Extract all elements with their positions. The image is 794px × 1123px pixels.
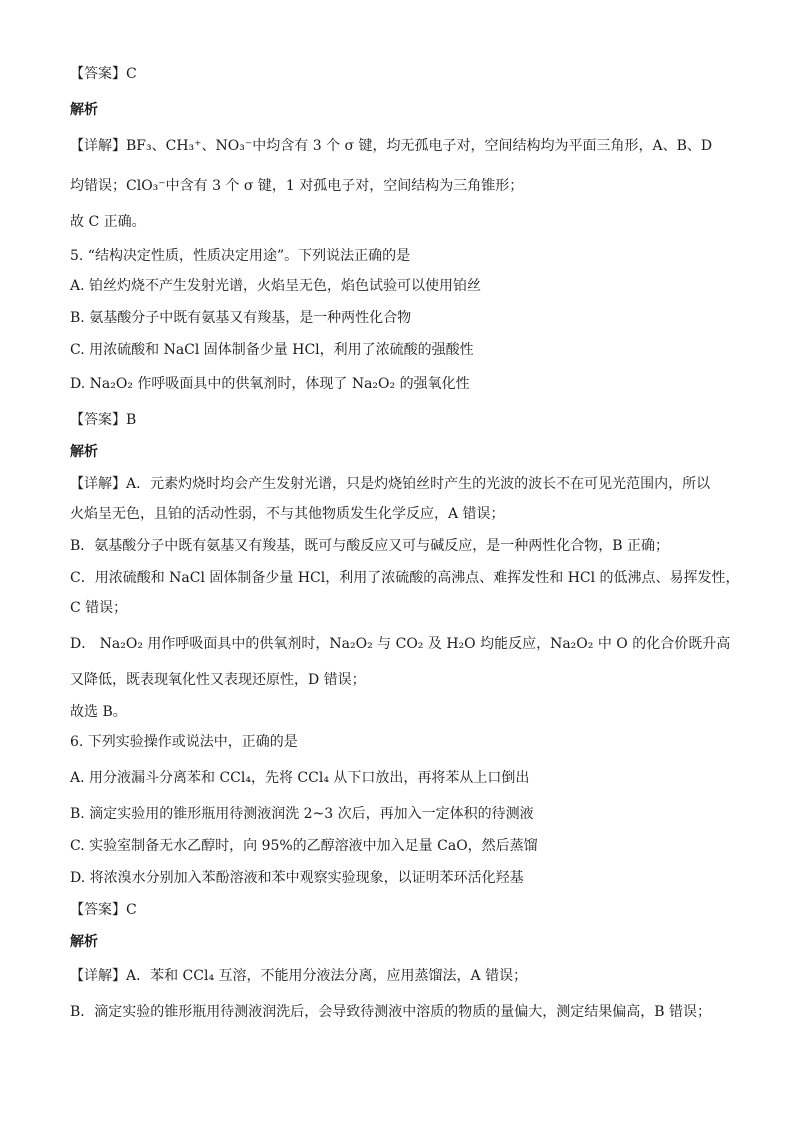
option-line: D. Na₂O₂ 作呼吸面具中的供氧剂时，体现了 Na₂O₂ 的强氧化性	[70, 376, 470, 392]
detail-line: B．氨基酸分子中既有氨基又有羧基，既可与酸反应又可与碱反应，是一种两性化合物，B 正确；	[70, 538, 670, 554]
option-line: B. 滴定实验用的锥形瓶用待测液润洗 2~3 次后，再加入一定体积的待测液	[70, 806, 534, 822]
detail-line: 【详解】BF₃、CH₃⁺、NO₃⁻中均含有 3 个 σ 键，均无孤电子对，空间结构均为平面三角形，A、B、D	[70, 138, 713, 154]
detail-line: 【详解】A．元素灼烧时均会产生发射光谱，只是灼烧铂丝时产生的光波的波长不在可见光范围内，所以	[70, 476, 711, 492]
detail-line: D． Na₂O₂ 用作呼吸面具中的供氧剂时，Na₂O₂ 与 CO₂ 及 H₂O 均能反应，Na₂O₂ 中 O 的化合价既升高	[70, 636, 731, 652]
answer-line: 【答案】C	[70, 66, 137, 82]
detail-line: C 错误；	[70, 600, 128, 616]
answer-line: 【答案】B	[70, 412, 137, 428]
option-line: C. 用浓硫酸和 NaCl 固体制备少量 HCl，利用了浓硫酸的强酸性	[70, 342, 474, 358]
detail-line: 故选 B。	[70, 704, 127, 720]
analysis-heading: 解析	[70, 934, 98, 950]
detail-line: C．用浓硫酸和 NaCl 固体制备少量 HCl，利用了浓硫酸的高沸点、难挥发性和 HCl 的低沸点、易挥发性，	[70, 570, 740, 586]
option-line: D. 将浓溴水分别加入苯酚溶液和苯中观察实验现象，以证明苯环活化羟基	[70, 870, 524, 886]
analysis-heading: 解析	[70, 102, 98, 118]
option-line: B. 氨基酸分子中既有氨基又有羧基，是一种两性化合物	[70, 310, 412, 326]
detail-line: 又降低，既表现氧化性又表现还原性，D 错误；	[70, 672, 366, 688]
detail-line: 【详解】A．苯和 CCl₄ 互溶，不能用分液法分离，应用蒸馏法，A 错误；	[70, 968, 528, 984]
option-line: A. 铂丝灼烧不产生发射光谱，火焰呈无色，焰色试验可以使用铂丝	[70, 278, 482, 294]
option-line: C. 实验室制备无水乙醇时，向 95%的乙醇溶液中加入足量 CaO，然后蒸馏	[70, 838, 538, 854]
analysis-heading: 解析	[70, 444, 98, 460]
detail-line: 均错误；ClO₃⁻中含有 3 个 σ 键，1 对孤电子对，空间结构为三角锥形；	[70, 178, 524, 194]
detail-line: 故 C 正确。	[70, 214, 146, 230]
question-stem: 5. “结构决定性质，性质决定用途”。下列说法正确的是	[70, 248, 411, 264]
option-line: A. 用分液漏斗分离苯和 CCl₄，先将 CCl₄ 从下口放出，再将苯从上口倒出	[70, 770, 530, 786]
answer-line: 【答案】C	[70, 902, 137, 918]
detail-line: 火焰呈无色，且铂的活动性弱，不与其他物质发生化学反应，A 错误；	[70, 506, 505, 522]
detail-line: B．滴定实验的锥形瓶用待测液润洗后，会导致待测液中溶质的物质的量偏大，测定结果偏高，B 错误；	[70, 1004, 712, 1020]
question-stem: 6. 下列实验操作或说法中，正确的是	[70, 734, 298, 750]
